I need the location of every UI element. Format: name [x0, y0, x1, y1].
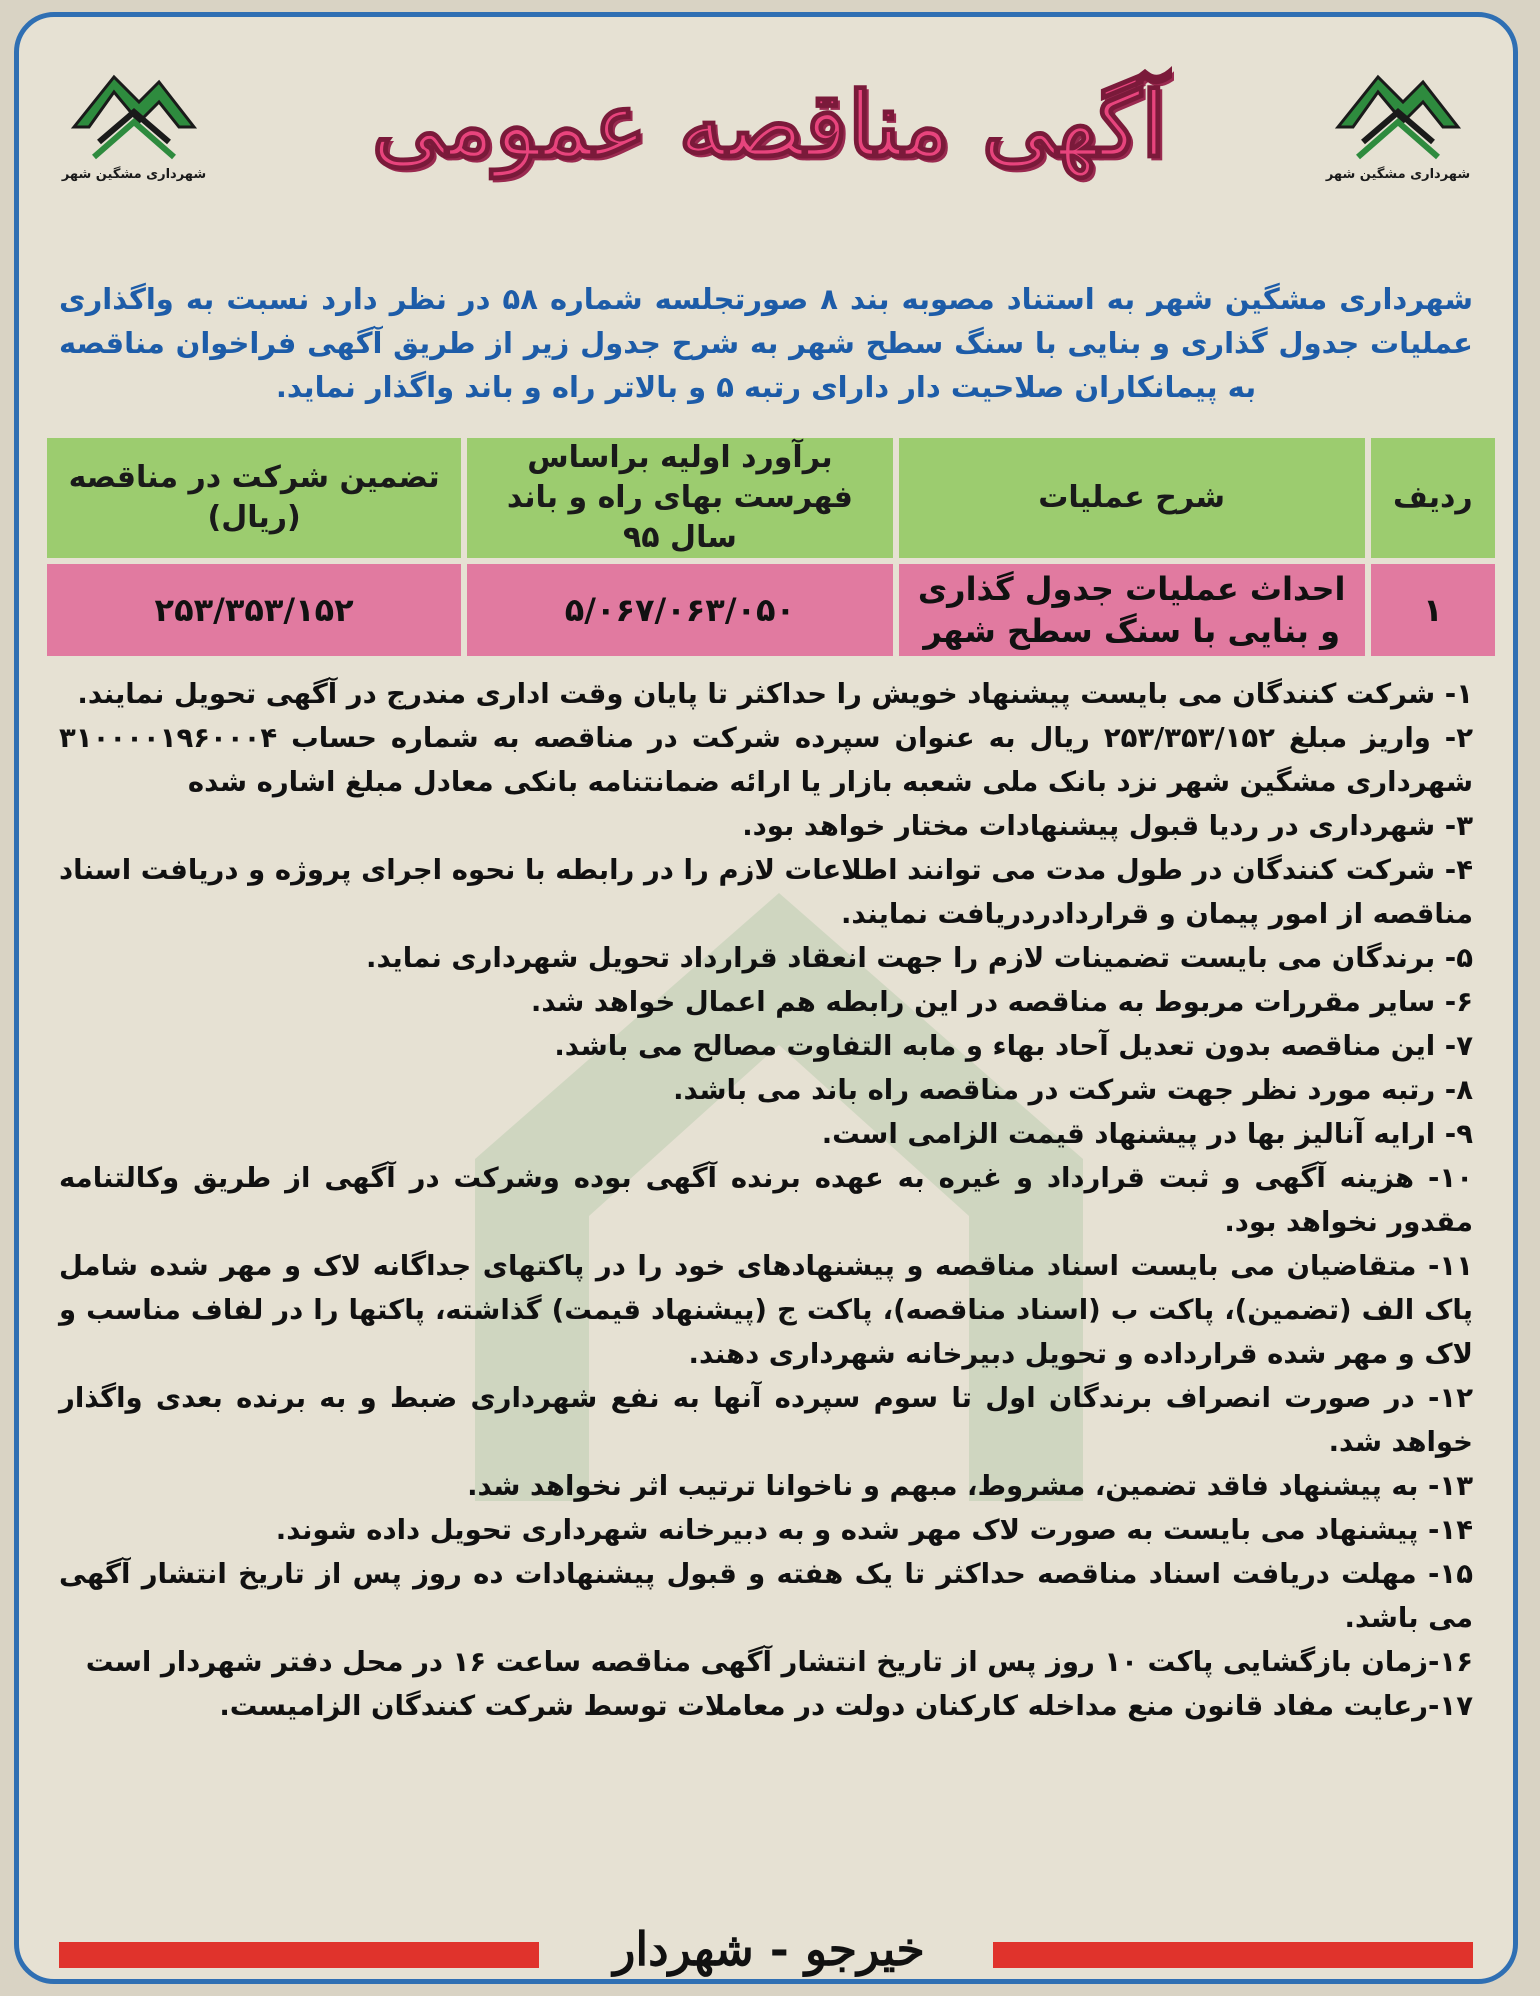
logo-caption: شهرداری مشگین شهر	[61, 167, 207, 182]
header-estimate: برآورد اولیه براساس فهرست بهای راه و باند سال ۹۵	[467, 438, 892, 558]
municipality-logo-icon	[1328, 57, 1468, 167]
list-item: ۱۱- متقاضیان می بایست اسناد مناقصه و پیشنهادهای خود را در پاکتهای جداگانه لاک و مهر شده شامل پاک الف (تضمین)، پاکت ب (اسناد مناقصه)، پاکت ج (پیشنهاد قیمت) گذاشته، پاکتها را در لفاف مناسب و لاک و مهر شده قرارداده و تحویل دبیرخانه شهرداری دهند.	[59, 1250, 1473, 1370]
municipality-logo-left	[59, 57, 209, 182]
cell-guarantee: ۲۵۳/۳۵۳/۱۵۲	[47, 564, 461, 656]
municipality-logo-icon	[64, 57, 204, 167]
footer-bar-right	[993, 1942, 1473, 1968]
tender-notice	[14, 12, 1518, 1984]
list-item: ۴- شرکت کنندگان در طول مدت می توانند اطلاعات لازم را در رابطه با نحوه اجرای پروژه و دریافت اسناد مناقصه از امور پیمان و قراردادردریافت نمایند.	[59, 854, 1473, 930]
list-item: ۱۷-رعایت مفاد قانون منع مداخله کارکنان دولت در معاملات توسط شرکت کنندگان الزامیست.	[219, 1690, 1473, 1722]
cell-description: احداث عملیات جدول گذاری و بنایی با سنگ سطح شهر	[899, 564, 1365, 656]
municipality-logo-right	[1323, 57, 1473, 182]
header-description: شرح عملیات	[899, 438, 1365, 558]
list-item: ۱۲- در صورت انصراف برندگان اول تا سوم سپرده آنها به نفع شهرداری ضبط و به برنده بعدی واگذار خواهد شد.	[59, 1382, 1473, 1458]
page-title: آگهی مناقصه عمومی	[371, 72, 1167, 178]
list-item: ۱۰- هزینه آگهی و ثبت قرارداد و غیره به عهده برنده آگهی بوده وشرکت در آگهی از طریق وکالتنامه مقدور نخواهد بود.	[59, 1162, 1473, 1238]
cell-row-number: ۱	[1371, 564, 1495, 656]
list-item: ۵- برندگان می بایست تضمینات لازم را جهت انعقاد قرارداد تحویل شهرداری نماید.	[366, 942, 1473, 974]
table-row	[47, 564, 1495, 656]
list-item: ۱۴- پیشنهاد می بایست به صورت لاک مهر شده و به دبیرخانه شهرداری تحویل داده شوند.	[275, 1514, 1473, 1546]
list-item: ۷- این مناقصه بدون تعدیل آحاد بهاء و مابه التفاوت مصالح می باشد.	[554, 1030, 1473, 1062]
list-item: ۲- واریز مبلغ ۲۵۳/۳۵۳/۱۵۲ ریال به عنوان سپرده شرکت در مناقصه به شماره حساب ۳۱۰۰۰۰۱۹۶۰۰۰۴ شهرداری مشگین شهر نزد بانک ملی شعبه بازار یا ارائه ضمانتنامه بانکی معادل مبلغ اشاره شده	[59, 722, 1474, 798]
list-item: ۹- ارایه آنالیز بها در پیشنهاد قیمت الزامی است.	[821, 1118, 1473, 1150]
list-item: ۱- شرکت کنندگان می بایست پیشنهاد خویش را حداکثر تا پایان وقت اداری مندرج در آگهی تحویل نمایند.	[77, 678, 1473, 710]
list-item: ۱۶-زمان بازگشایی پاکت ۱۰ روز پس از تاریخ انتشار آگهی مناقصه ساعت ۱۶ در محل دفتر شهردار است	[85, 1646, 1473, 1678]
footer-bar-left	[59, 1942, 539, 1968]
logo-caption: شهرداری مشگین شهر	[1325, 167, 1471, 182]
header-row-number: ردیف	[1371, 438, 1495, 558]
intro-paragraph: شهرداری مشگین شهر به استناد مصوبه بند ۸ صورتجلسه شماره ۵۸ در نظر دارد نسبت به واگذاری عملیات جدول گذاری و بنایی با سنگ سطح شهر به شرح جدول زیر از طریق آگهی فراخوان مناقصه به پیمانکاران صلاحیت دار دارای رتبه ۵ و بالاتر راه و باند واگذار نماید.	[59, 282, 1473, 404]
list-item: ۳- شهرداری در ردیا قبول پیشنهادات مختار خواهد بود.	[742, 810, 1473, 842]
list-item: ۸- رتبه مورد نظر جهت شرکت در مناقصه راه باند می باشد.	[673, 1074, 1473, 1106]
list-item: ۱۵- مهلت دریافت اسناد مناقصه حداکثر تا یک هفته و قبول پیشنهادات ده روز پس از تاریخ انتشار آگهی می باشد.	[59, 1558, 1473, 1634]
operations-table	[41, 432, 1501, 662]
header-guarantee: تضمین شرکت در مناقصه (ریال)	[47, 438, 461, 558]
list-item: ۶- سایر مقررات مربوط به مناقصه در این رابطه هم اعمال خواهد شد.	[530, 986, 1473, 1018]
signature: خیرجو - شهردار	[613, 1922, 925, 1976]
conditions-list	[59, 672, 1473, 1728]
cell-estimate: ۵/۰۶۷/۰۶۳/۰۵۰	[467, 564, 892, 656]
table-header-row	[47, 438, 1495, 558]
footer	[19, 1922, 1513, 1982]
list-item: ۱۳- به پیشنهاد فاقد تضمین، مشروط، مبهم و ناخوانا ترتیب اثر نخواهد شد.	[467, 1470, 1473, 1502]
